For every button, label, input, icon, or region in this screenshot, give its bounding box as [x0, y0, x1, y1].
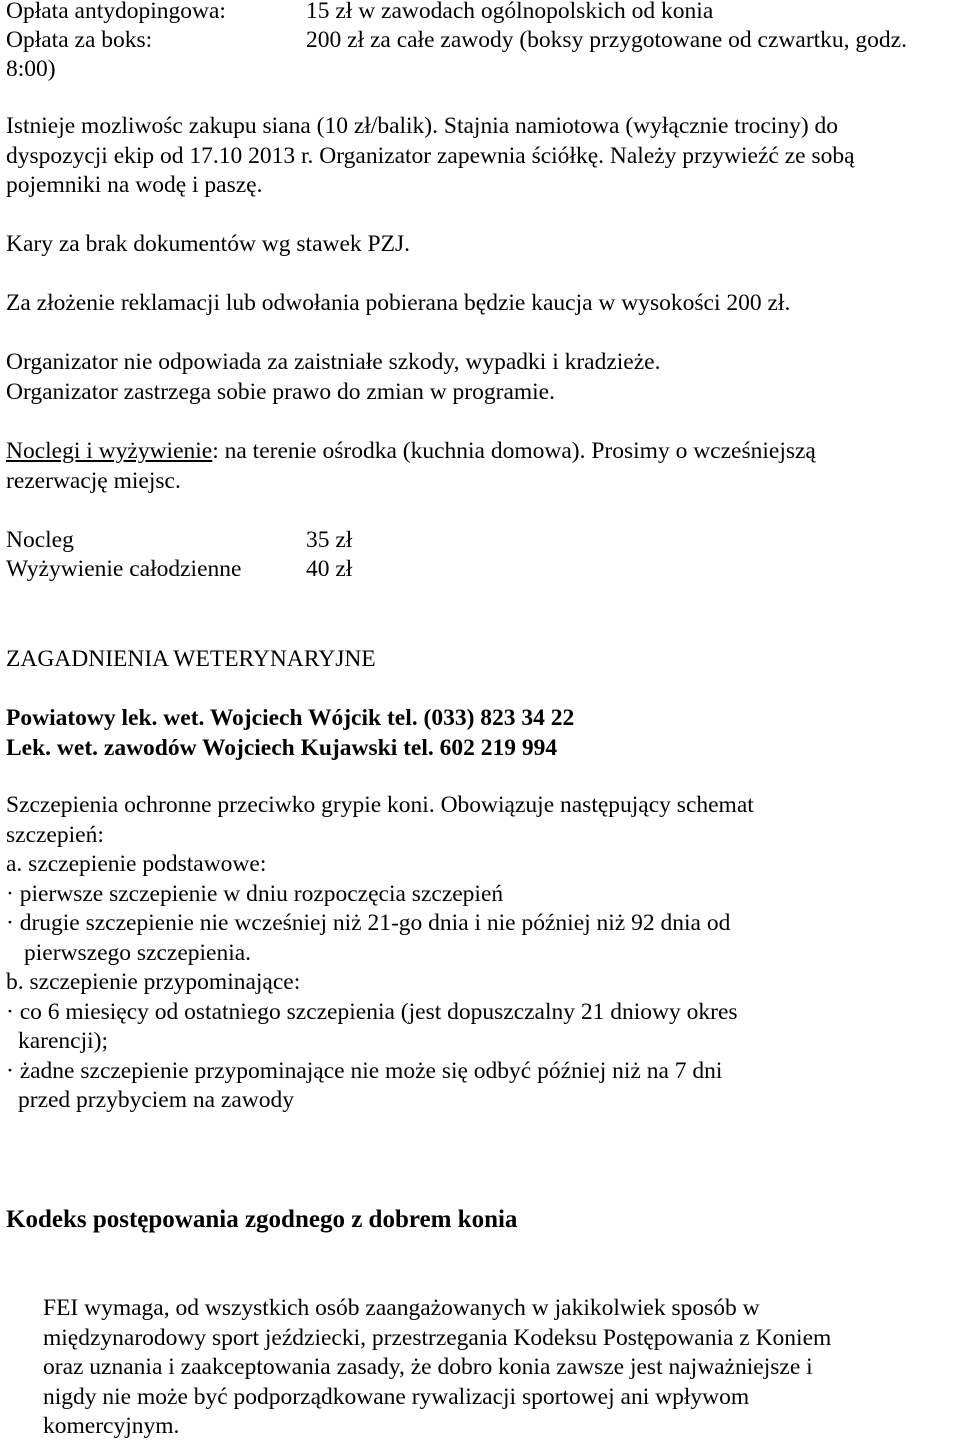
accommodation-text: : na terenie ośrodka (kuchnia domowa). Prosimy o wcześniejszą: [212, 438, 816, 464]
vet-contacts: [6, 704, 574, 763]
code-line: oraz uznania i zaakceptowania zasady, że dobro konia zawsze jest najważniejsze i: [43, 1354, 813, 1380]
code-line: komercyjnym.: [43, 1413, 180, 1439]
liability-line: Organizator nie odpowiada za zaistniałe szkody, wypadki i kradzieże.: [6, 349, 661, 375]
accommodation-paragraph: [6, 437, 816, 496]
vet-heading: ZAGADNIENIA WETERYNARYJNE: [6, 646, 376, 672]
vet-contact: Powiatowy lek. wet. Wojciech Wójcik tel. (033) 823 34 22: [6, 705, 575, 731]
list-item: · pierwsze szczepienie w dniu rozpoczęcia szczepień: [6, 880, 504, 907]
hay-paragraph: [6, 112, 855, 201]
hay-line: pojemniki na wodę i paszę.: [6, 172, 263, 198]
liability-line: Organizator zastrzega sobie prawo do zmian w programie.: [6, 378, 555, 405]
accommodation-heading: Noclegi i wyżywienie: [6, 438, 213, 464]
code-line: FEI wymaga, od wszystkich osób zaangażowanych w jakikolwiek sposób w: [43, 1295, 760, 1321]
accommodation-line: [6, 437, 816, 467]
fee-value-box: 200 zł za całe zawody (boksy przygotowane od czwartku, godz.: [306, 27, 907, 53]
code-heading: Kodeks postępowania zgodnego z dobrem konia: [6, 1206, 518, 1233]
code-line: międzynarodowy sport jeździecki, przestrzegania Kodeksu Postępowania z Koniem: [43, 1324, 832, 1351]
list-item: · żadne szczepienie przypominające nie może się odbyć później niż na 7 dni: [6, 1057, 723, 1084]
price-label-meals: Wyżywienie całodzienne: [6, 556, 242, 582]
booster-heading: b. szczepienie przypominające:: [6, 969, 301, 995]
fee-label-box: Opłata za boks:: [6, 27, 153, 53]
fee-label-antidoping: Opłata antydopingowa:: [6, 0, 226, 24]
list-item-cont: karencji);: [18, 1028, 109, 1054]
code-line: nigdy nie może być podporządkowane rywalizacji sportowej ani wpływom: [43, 1383, 750, 1410]
fee-value-antidoping: 15 zł w zawodach ogólnopolskich od konia: [306, 0, 714, 24]
hay-line: Istnieje mozliwośc zakupu siana (10 zł/balik). Stajnia namiotowa (wyłącznie trociny) do: [6, 113, 839, 139]
code-paragraph: [43, 1294, 831, 1442]
hay-line: dyspozycji ekip od 17.10 2013 r. Organizator zapewnia ściółkę. Należy przywieźć ze sobą: [6, 142, 855, 169]
vaccination-intro: Szczepienia ochronne przeciwko grypie koni. Obowiązuje następujący schemat: [6, 792, 754, 818]
list-item: · co 6 miesięcy od ostatniego szczepienia (jest dopuszczalny 21 dniowy okres: [6, 998, 738, 1025]
list-item: · drugie szczepienie nie wcześniej niż 21-go dnia i nie później niż 92 dnia od: [6, 910, 731, 936]
basic-heading: a. szczepienie podstawowe:: [6, 851, 267, 877]
price-label-nocleg: Nocleg: [6, 527, 74, 553]
price-value-nocleg: 35 zł: [306, 527, 353, 553]
vaccination-section: [6, 791, 754, 1116]
list-item-cont: pierwszego szczepienia.: [24, 939, 252, 966]
list-item-cont: przed przybyciem na zawody: [18, 1087, 294, 1113]
fee-label-box-cont: 8:00): [6, 56, 56, 82]
deposit-text: Za złożenie reklamacji lub odwołania pobierana będzie kaucja w wysokości 200 zł.: [6, 290, 791, 316]
penalties-text: Kary za brak dokumentów wg stawek PZJ.: [6, 231, 410, 257]
price-value-meals: 40 zł: [306, 556, 353, 582]
vet-contact: Lek. wet. zawodów Wojciech Kujawski tel. 602 219 994: [6, 734, 558, 761]
vaccination-intro: szczepień:: [6, 821, 104, 848]
accommodation-line: rezerwację miejsc.: [6, 467, 181, 494]
liability-paragraph: [6, 348, 660, 407]
